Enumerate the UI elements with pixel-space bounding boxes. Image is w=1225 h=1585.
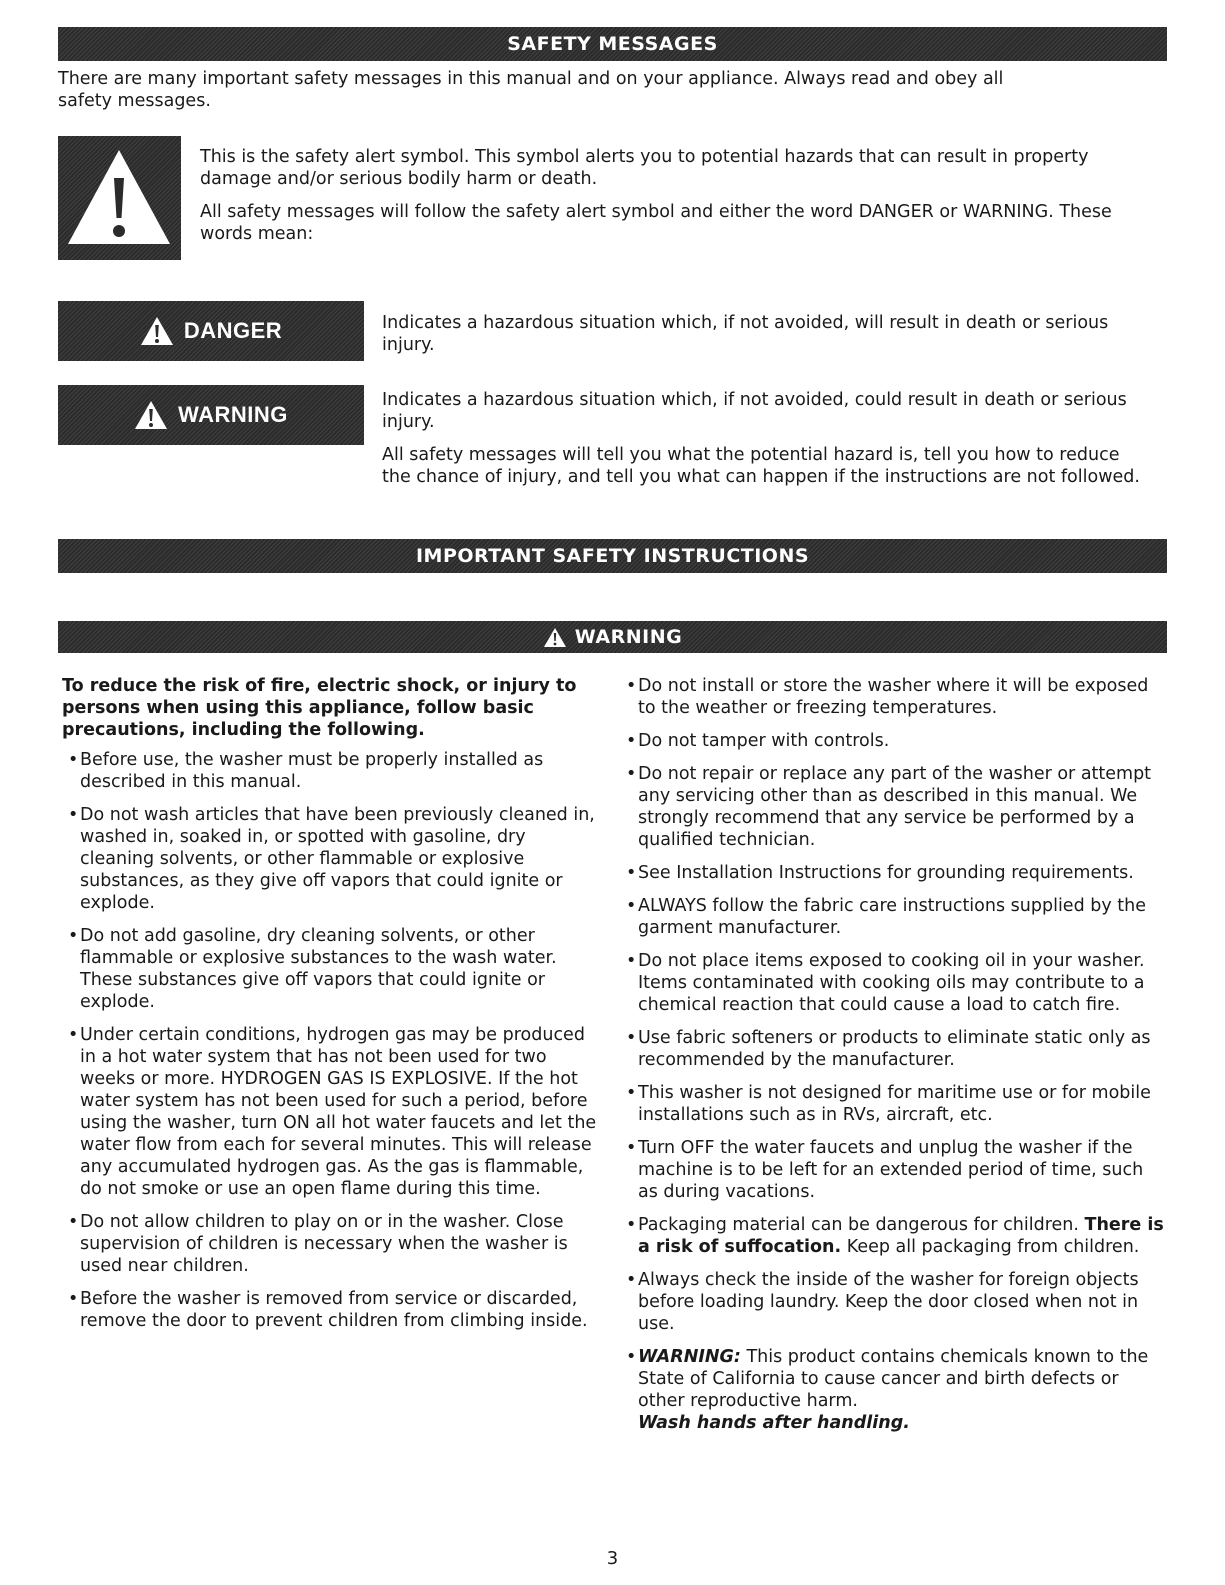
safety-alert-triangle-icon bbox=[58, 136, 181, 260]
safety-messages-title: SAFETY MESSAGES bbox=[507, 33, 718, 55]
safety-messages-summary: All safety messages will tell you what the potential hazard is, tell you how to reduce the chance of injury, and tell you what can happen if the instructions are not followed. bbox=[382, 445, 1140, 487]
list-item: • Use fabric softeners or products to eliminate static only as recommended by the manufacturer. bbox=[620, 1027, 1165, 1071]
instructions-warning-label: WARNING bbox=[574, 626, 683, 648]
danger-definition: Indicates a hazardous situation which, if not avoided, will result in death or serious injury. bbox=[382, 313, 1109, 355]
list-item: • Do not allow children to play on or in the washer. Close supervision of children is necessary when the washer is used near children. bbox=[62, 1211, 602, 1277]
danger-signal-box bbox=[58, 301, 364, 361]
list-item: • Always check the inside of the washer for foreign objects before loading laundry. Keep the door closed when not in use. bbox=[620, 1269, 1165, 1335]
right-instruction-list bbox=[620, 675, 1165, 1434]
left-instruction-list bbox=[62, 749, 602, 1332]
list-item: • Under certain conditions, hydrogen gas may be produced in a hot water system that has not been used for two weeks or more. HYDROGEN GAS IS EXPLOSIVE. If the hot water system has not been used for such a period, before using the washer, turn ON all hot water faucets and let the water flow from each for several minutes. This will release any accumulated hydrogen gas. As the gas is flammable, do not smoke or use an open flame during this time. bbox=[62, 1024, 602, 1200]
list-item: • See Installation Instructions for grounding requirements. bbox=[620, 862, 1165, 884]
warning-definition: Indicates a hazardous situation which, if not avoided, could result in death or serious injury. bbox=[382, 390, 1127, 432]
wash-hands-note: Wash hands after handling. bbox=[638, 1413, 910, 1433]
page-number: 3 bbox=[606, 1548, 619, 1569]
list-item: • Turn OFF the water faucets and unplug the washer if the machine is to be left for an extended period of time, such as during vacations. bbox=[620, 1137, 1165, 1203]
warning-label: WARNING bbox=[178, 402, 288, 427]
list-item: • Do not wash articles that have been previously cleaned in, washed in, soaked in, or spotted with gasoline, dry cleaning solvents, or other flammable or explosive substances, as they give off vapors that could ignite or explode. bbox=[62, 804, 602, 914]
symbol-description: This is the safety alert symbol. This symbol alerts you to potential hazards that can result in property damage and/or serious bodily harm or death. bbox=[200, 147, 1089, 189]
list-item: • Do not install or store the washer where it will be exposed to the weather or freezing temperatures. bbox=[620, 675, 1165, 719]
packaging-warning-item bbox=[620, 1214, 1165, 1258]
safety-alert-triangle-icon bbox=[140, 316, 174, 346]
warning-signal-box bbox=[58, 385, 364, 445]
safety-alert-symbol bbox=[58, 136, 181, 260]
suffocation-warning: There is a risk of suffocation. bbox=[638, 1215, 1164, 1257]
important-safety-instructions-title: IMPORTANT SAFETY INSTRUCTIONS bbox=[415, 545, 810, 567]
packaging-text-end: Keep all packaging from children. bbox=[846, 1237, 1140, 1257]
list-item: • Do not add gasoline, dry cleaning solvents, or other flammable or explosive substances to the wash water. These substances give off vapors that could ignite or explode. bbox=[62, 925, 602, 1013]
list-item: • This washer is not designed for maritime use or for mobile installations such as in RVs, aircraft, etc. bbox=[620, 1082, 1165, 1126]
list-item: • Do not tamper with controls. bbox=[620, 730, 1165, 752]
instructions-lead: To reduce the risk of fire, electric shock, or injury to persons when using this appliance, follow basic precautions, including the following. bbox=[62, 676, 577, 740]
prop65-text: This product contains chemicals known to the State of California to cause cancer and birth defects or other reproductive harm. bbox=[638, 1347, 1149, 1411]
safety-alert-triangle-icon bbox=[543, 627, 567, 648]
signal-words-intro: All safety messages will follow the safety alert symbol and either the word DANGER or WARNING. These words mean: bbox=[200, 202, 1112, 244]
important-safety-instructions-header bbox=[58, 539, 1167, 573]
prop65-label: WARNING: bbox=[638, 1347, 741, 1367]
instructions-right-column bbox=[620, 675, 1165, 1445]
list-item: • Do not repair or replace any part of the washer or attempt any servicing other than as described in this manual. We strongly recommend that any service be performed by a qualified technician. bbox=[620, 763, 1165, 851]
prop65-warning-item bbox=[620, 1346, 1165, 1434]
safety-intro: There are many important safety messages in this manual and on your appliance. Always read and obey all safety messages. bbox=[58, 69, 1004, 111]
instructions-left-column bbox=[62, 675, 602, 1343]
instructions-warning-header bbox=[58, 621, 1167, 653]
list-item: • Before the washer is removed from service or discarded, remove the door to prevent children from climbing inside. bbox=[62, 1288, 602, 1332]
list-item: • ALWAYS follow the fabric care instructions supplied by the garment manufacturer. bbox=[620, 895, 1165, 939]
safety-messages-header bbox=[58, 27, 1167, 61]
list-item: • Do not place items exposed to cooking oil in your washer. Items contaminated with cooking oils may contribute to a chemical reaction that could cause a load to catch fire. bbox=[620, 950, 1165, 1016]
packaging-text: Packaging material can be dangerous for children. bbox=[638, 1215, 1079, 1235]
list-item: • Before use, the washer must be properly installed as described in this manual. bbox=[62, 749, 602, 793]
safety-alert-triangle-icon bbox=[134, 400, 168, 430]
danger-label: DANGER bbox=[183, 318, 283, 343]
